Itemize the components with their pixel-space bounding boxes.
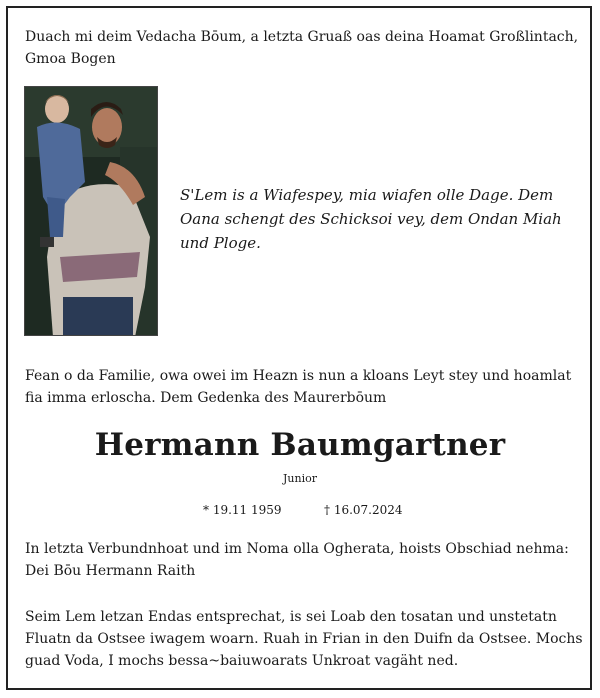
- deceased-name: Hermann Baumgartner: [94, 427, 506, 463]
- memorial-photo: [24, 86, 158, 336]
- birth-date: * 19.11 1959: [203, 503, 282, 517]
- farewell-line-1: In letzta Verbundnhoat und im Noma olla Ogherata, hoists Obschiad nehma:: [25, 541, 569, 557]
- death-date: † 16.07.2024: [324, 503, 403, 517]
- name-suffix: Junior: [283, 472, 317, 485]
- intro-text: Duach mi deim Vedacha Bōum, a letzta Gruaß oas deina Hoamat Großlintach, Gmoa Bogen: [25, 29, 579, 67]
- quote-text: S'Lem is a Wiafespey, mia wiafen olle Dage. Dem Oana schengt des Schicksoi vey, dem Ondan Miah und Ploge.: [180, 186, 562, 252]
- farewell-text: [25, 538, 580, 582]
- family-text: Fean o da Familie, owa owei im Heazn is nun a kloans Leyt stey und hoamlat fia imma erloscha. Dem Gedenka des Maurerbōum: [25, 368, 572, 406]
- closing-text: Seim Lem letzan Endas entsprechat, is sei Loab den tosatan und unstetatn Fluatn da Ostsee iwagem woarn. Ruah in Frian in den Duifn da Ostsee. Mochs guad Voda, I mochs bessa~baiuwoarats Unkroat vagäht ned.: [25, 609, 583, 669]
- farewell-line-2: Dei Bōu Hermann Raith: [25, 563, 196, 579]
